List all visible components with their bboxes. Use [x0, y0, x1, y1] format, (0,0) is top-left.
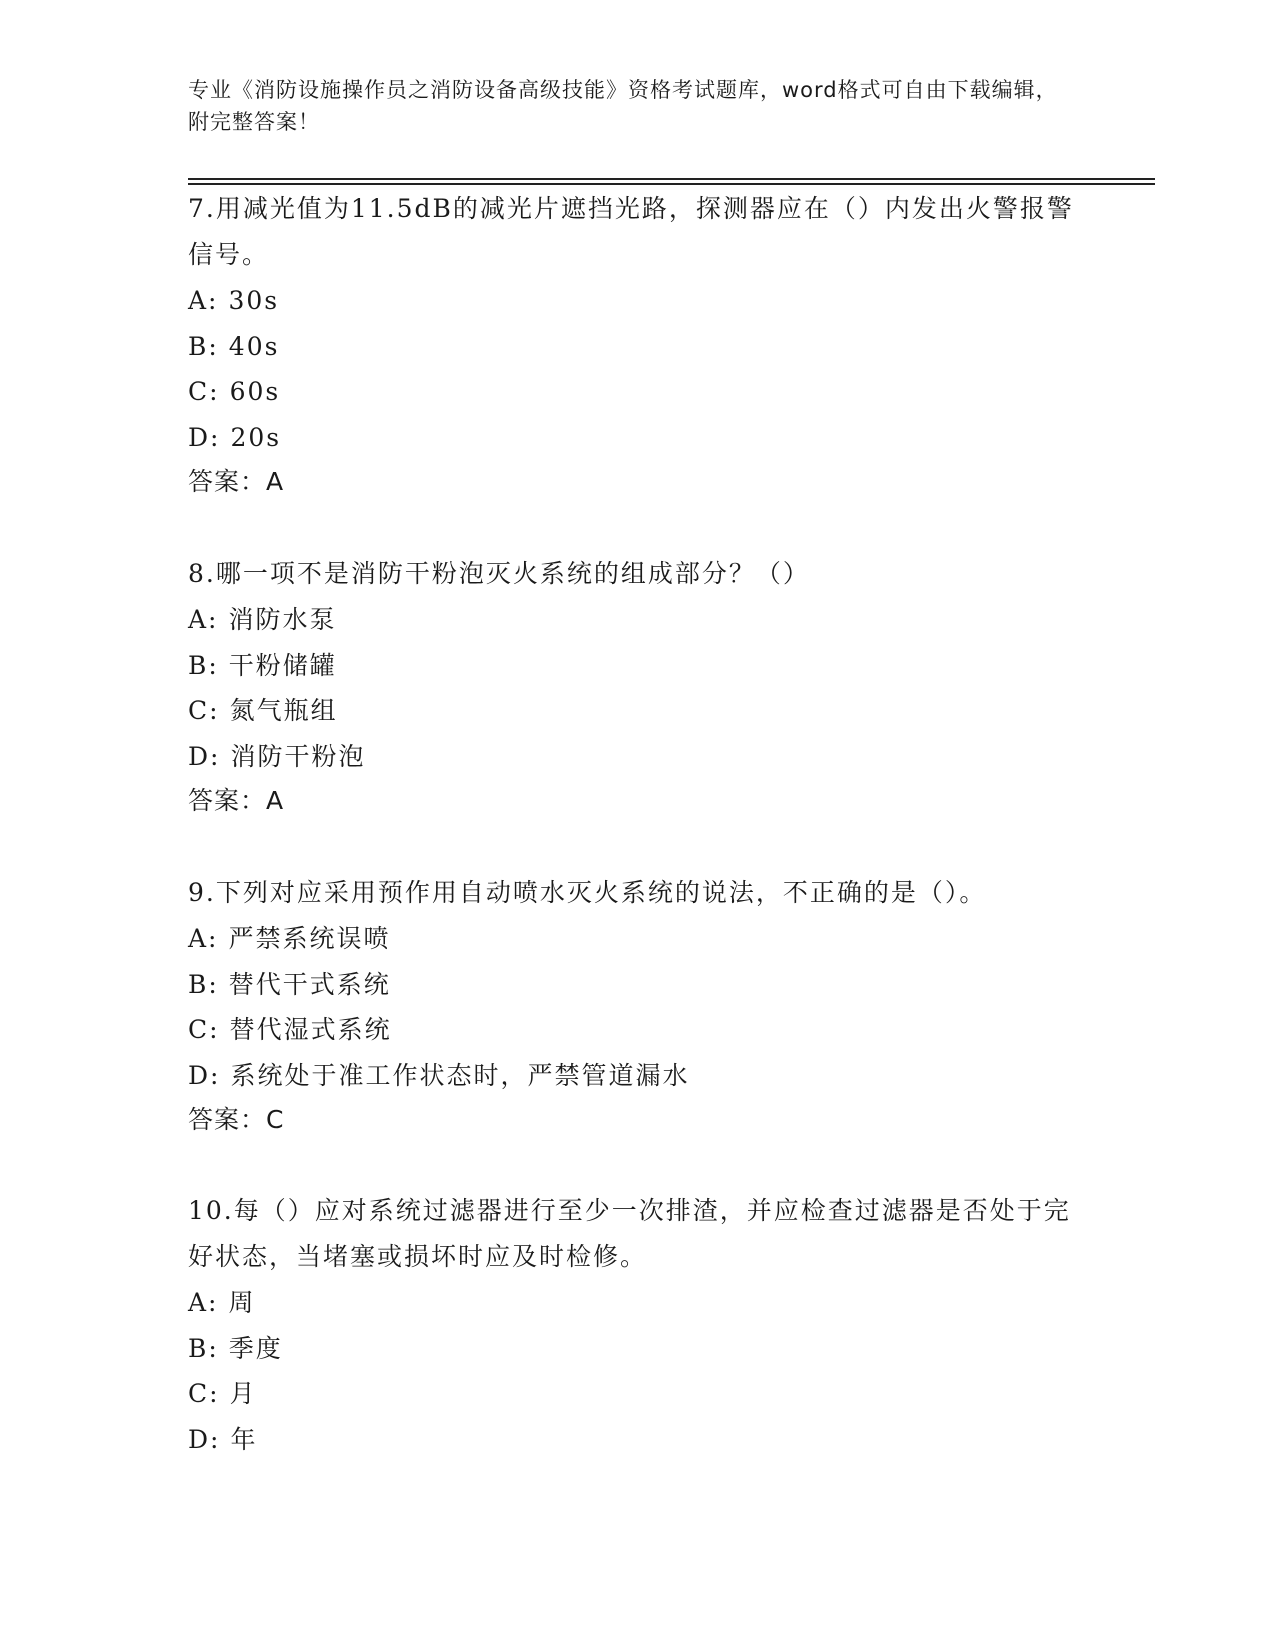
option-letter: C:: [188, 377, 220, 406]
option-c: [188, 1371, 1088, 1417]
option-text: 替代干式系统: [228, 969, 391, 999]
option-a: [188, 916, 1088, 962]
option-letter: A:: [188, 1288, 219, 1317]
option-letter: B:: [188, 331, 219, 361]
option-text: 氮气瓶组: [229, 696, 338, 725]
option-letter: C:: [188, 696, 220, 725]
option-letter: B:: [188, 1333, 219, 1363]
question-9: [188, 870, 1088, 1142]
answer-line: 答案：A: [188, 467, 285, 496]
option-letter: D:: [188, 422, 221, 452]
option-b: [188, 643, 1088, 689]
question-stem: 9.下列对应采用预作用自动喷水灭火系统的说法，不正确的是（）。: [188, 878, 987, 907]
option-text: 消防干粉泡: [230, 741, 366, 771]
option-d: [188, 734, 1088, 780]
question-8: [188, 551, 1088, 823]
option-b: [188, 324, 1088, 370]
option-text: 干粉储罐: [228, 650, 337, 680]
question-7: [188, 186, 1088, 504]
option-b: [188, 962, 1088, 1008]
option-a: [188, 278, 1088, 324]
answer-line: 答案：A: [188, 786, 285, 815]
option-letter: D:: [188, 741, 221, 771]
option-c: [188, 1007, 1088, 1053]
option-letter: A:: [188, 286, 219, 315]
option-letter: B:: [188, 969, 219, 999]
option-letter: A:: [188, 924, 219, 953]
option-letter: C:: [188, 1015, 220, 1044]
option-letter: A:: [188, 605, 219, 634]
answer-line: 答案：C: [188, 1105, 285, 1134]
option-text: 年: [230, 1424, 258, 1454]
option-text: 消防水泵: [228, 605, 337, 634]
option-a: [188, 597, 1088, 643]
option-text: 系统处于准工作状态时，严禁管道漏水: [230, 1060, 690, 1090]
question-10: [188, 1188, 1088, 1462]
option-letter: B:: [188, 650, 219, 680]
option-text: 季度: [228, 1333, 283, 1363]
option-text: 替代湿式系统: [229, 1015, 392, 1044]
question-stem: 10.每（）应对系统过滤器进行至少一次排渣，并应检查过滤器是否处于完好状态，当堵塞或损坏时应及时检修。: [188, 1196, 1071, 1271]
option-d: [188, 415, 1088, 461]
option-letter: D:: [188, 1424, 221, 1454]
option-b: [188, 1326, 1088, 1372]
option-c: [188, 688, 1088, 734]
option-text: 40s: [228, 331, 280, 361]
document-header: 专业《消防设施操作员之消防设备高级技能》资格考试题库，word格式可自由下载编辑，附完整答案！: [188, 78, 1058, 134]
header-divider-bottom: [188, 183, 1155, 185]
option-d: [188, 1417, 1088, 1463]
option-text: 严禁系统误喷: [228, 924, 391, 953]
question-stem: 8.哪一项不是消防干粉泡灭火系统的组成部分？（）: [188, 559, 810, 588]
option-d: [188, 1053, 1088, 1099]
option-text: 20s: [230, 422, 282, 452]
option-text: 周: [228, 1288, 256, 1317]
option-text: 月: [229, 1379, 257, 1408]
header-divider-top: [188, 178, 1155, 180]
option-text: 60s: [229, 377, 281, 406]
option-letter: D:: [188, 1060, 221, 1090]
option-c: [188, 369, 1088, 415]
option-letter: C:: [188, 1379, 220, 1408]
option-text: 30s: [228, 286, 280, 315]
option-a: [188, 1280, 1088, 1326]
question-stem: 7.用减光值为11.5dB的减光片遮挡光路，探测器应在（）内发出火警报警信号。: [188, 194, 1074, 269]
